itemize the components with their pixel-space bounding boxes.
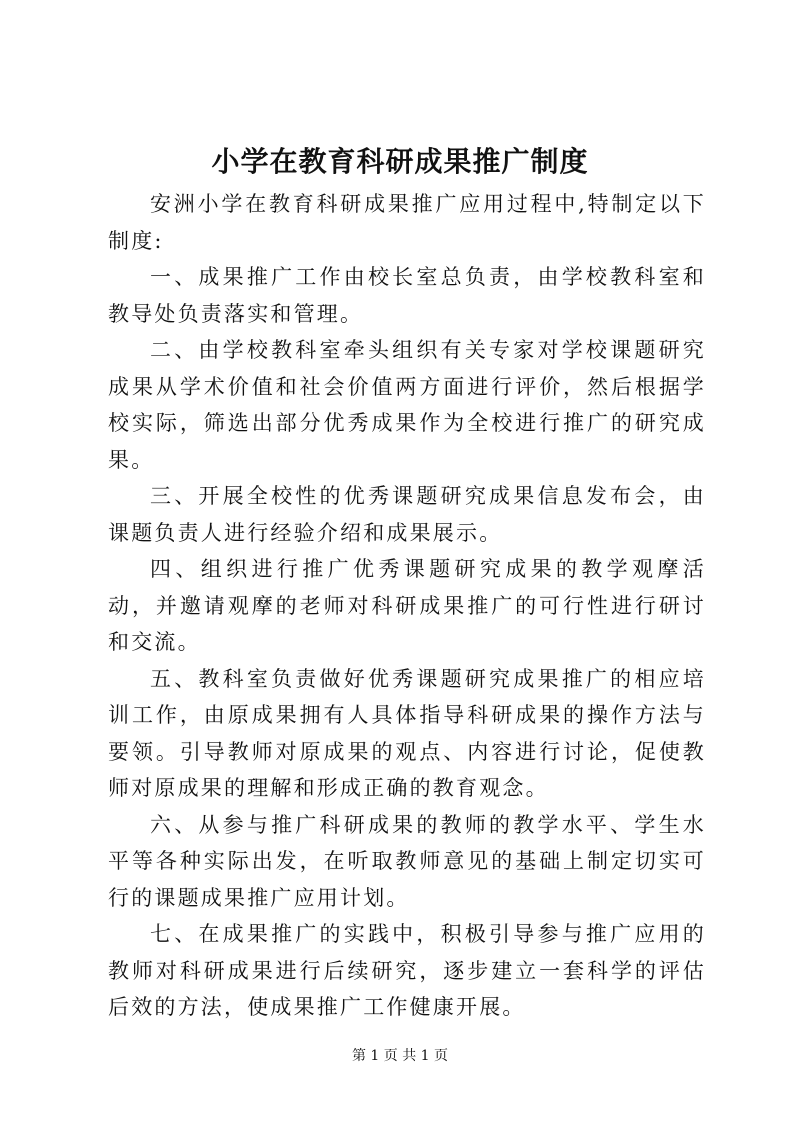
document-body <box>108 186 706 1026</box>
intro-paragraph: 安洲小学在教育科研成果推广应用过程中,特制定以下制度: <box>108 192 706 253</box>
page-number-footer: 第 1 页 共 1 页 <box>351 1048 449 1064</box>
rule-paragraph-3: 三、开展全校性的优秀课题研究成果信息发布会，由课题负责人进行经验介绍和成果展示。 <box>108 484 706 545</box>
rule-paragraph-1: 一、成果推广工作由校长室总负责，由学校教科室和教导处负责落实和管理。 <box>108 265 706 326</box>
document-title: 小学在教育科研成果推广制度 <box>211 145 589 178</box>
rule-paragraph-7: 七、在成果推广的实践中，积极引导参与推广应用的教师对科研成果进行后续研究，逐步建立一套科学的评估后效的方法，使成果推广工作健康开展。 <box>108 922 706 1019</box>
rule-paragraph-2: 二、由学校教科室牵头组织有关专家对学校课题研究成果从学术价值和社会价值两方面进行评价，然后根据学校实际，筛选出部分优秀成果作为全校进行推广的研究成果。 <box>108 338 706 472</box>
rule-paragraph-4: 四、组织进行推广优秀课题研究成果的教学观摩活动，并邀请观摩的老师对科研成果推广的可行性进行研讨和交流。 <box>108 557 706 654</box>
rule-paragraph-6: 六、从参与推广科研成果的教师的教学水平、学生水平等各种实际出发，在听取教师意见的基础上制定切实可行的课题成果推广应用计划。 <box>108 812 706 910</box>
rule-paragraph-5: 五、教科室负责做好优秀课题研究成果推广的相应培训工作，由原成果拥有人具体指导科研成果的操作方法与要领。引导教师对原成果的观点、内容进行讨论，促使教师对原成果的理解和形成正确的教育观念。 <box>108 666 706 800</box>
